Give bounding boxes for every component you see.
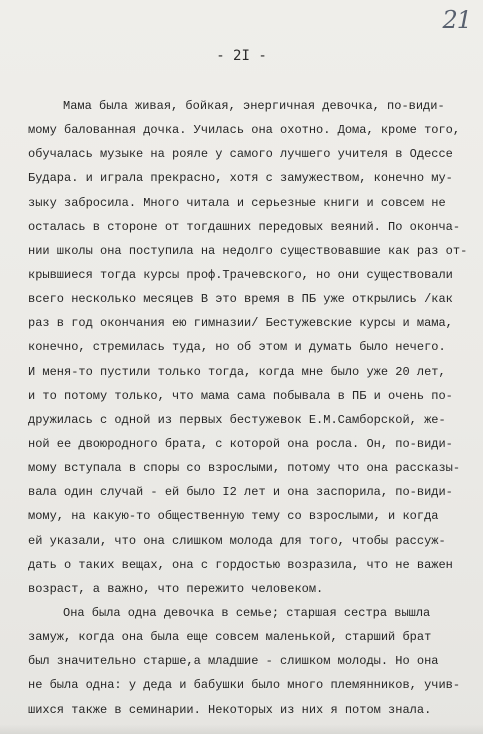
text-line: дать о таких вещах, она с гордостью возразила, что не важен <box>28 557 453 572</box>
text-line: и то потому только, что мама сама побывала в ПБ и очень по- <box>28 388 453 403</box>
text-line: ей указали, что она слишком молода для того, чтобы рассуж- <box>28 533 446 548</box>
handwritten-folio-number: 21 <box>442 6 471 34</box>
text-line: конечно, стремилась туда, но об этом и думать было нечего. <box>28 340 446 355</box>
text-line: мому, на какую-то общественную тему со взрослыми, и когда <box>28 509 439 524</box>
text-line: нии школы она поступила на недолго существовавшие как раз от- <box>28 243 468 258</box>
text-line: дружилась с одной из первых бестужевок Е.М.Самборской, же- <box>28 412 446 427</box>
text-line: мому вступала в споры со взрослыми, потому что она рассказы- <box>28 461 461 476</box>
text-line: раз в год окончания ею гимназии/ Бестужевские курсы и мама, <box>28 316 453 331</box>
text-line: крывшиеся тогда курсы проф.Трачевского, но они существовали <box>28 267 453 282</box>
text-line: И меня-то пустили только тогда, когда мне было уже 20 лет, <box>28 364 446 379</box>
text-line: осталась в стороне от тогдашних передовых веяний. По оконча- <box>28 219 461 234</box>
text-line: Мама была живая, бойкая, энергичная девочка, по-види- <box>63 99 445 113</box>
text-line: не была одна: у деда и бабушки было много племянников, учив- <box>28 678 461 693</box>
page-number: - 2I - <box>216 48 267 64</box>
text-line: был значительно старше,а младшие - слишком молоды. Но она <box>28 654 439 669</box>
text-line: мому балованная дочка. Училась она охотно. Дома, кроме того, <box>28 123 461 138</box>
text-line: Она была одна девочка в семье; старшая сестра вышла <box>63 605 431 620</box>
text-line: зыку забросила. Много читала и серьезные книги и совсем не <box>28 195 446 210</box>
text-line: всего несколько месяцев В это время в ПБ уже открылись /как <box>28 292 453 307</box>
text-line: шихся также в семинарии. Некоторых из них я потом знала. <box>28 702 432 717</box>
text-line: обучалась музыке на рояле у самого лучшего учителя в Одессе <box>28 147 453 162</box>
text-line: вала один случай - ей было I2 лет и она заспорила, по-види- <box>28 485 453 500</box>
body-text <box>28 94 468 722</box>
text-line: возраст, а важно, что пережито человеком. <box>28 581 324 596</box>
text-line: замуж, когда она была еще совсем маленькой, старший брат <box>28 630 432 645</box>
text-line: ной ее двоюродного брата, с которой она росла. Он, по-види- <box>28 436 453 451</box>
page-edge-shadow <box>0 724 483 734</box>
text-line: Будара. и играла прекрасно, хотя с замужеством, конечно му- <box>28 171 453 186</box>
